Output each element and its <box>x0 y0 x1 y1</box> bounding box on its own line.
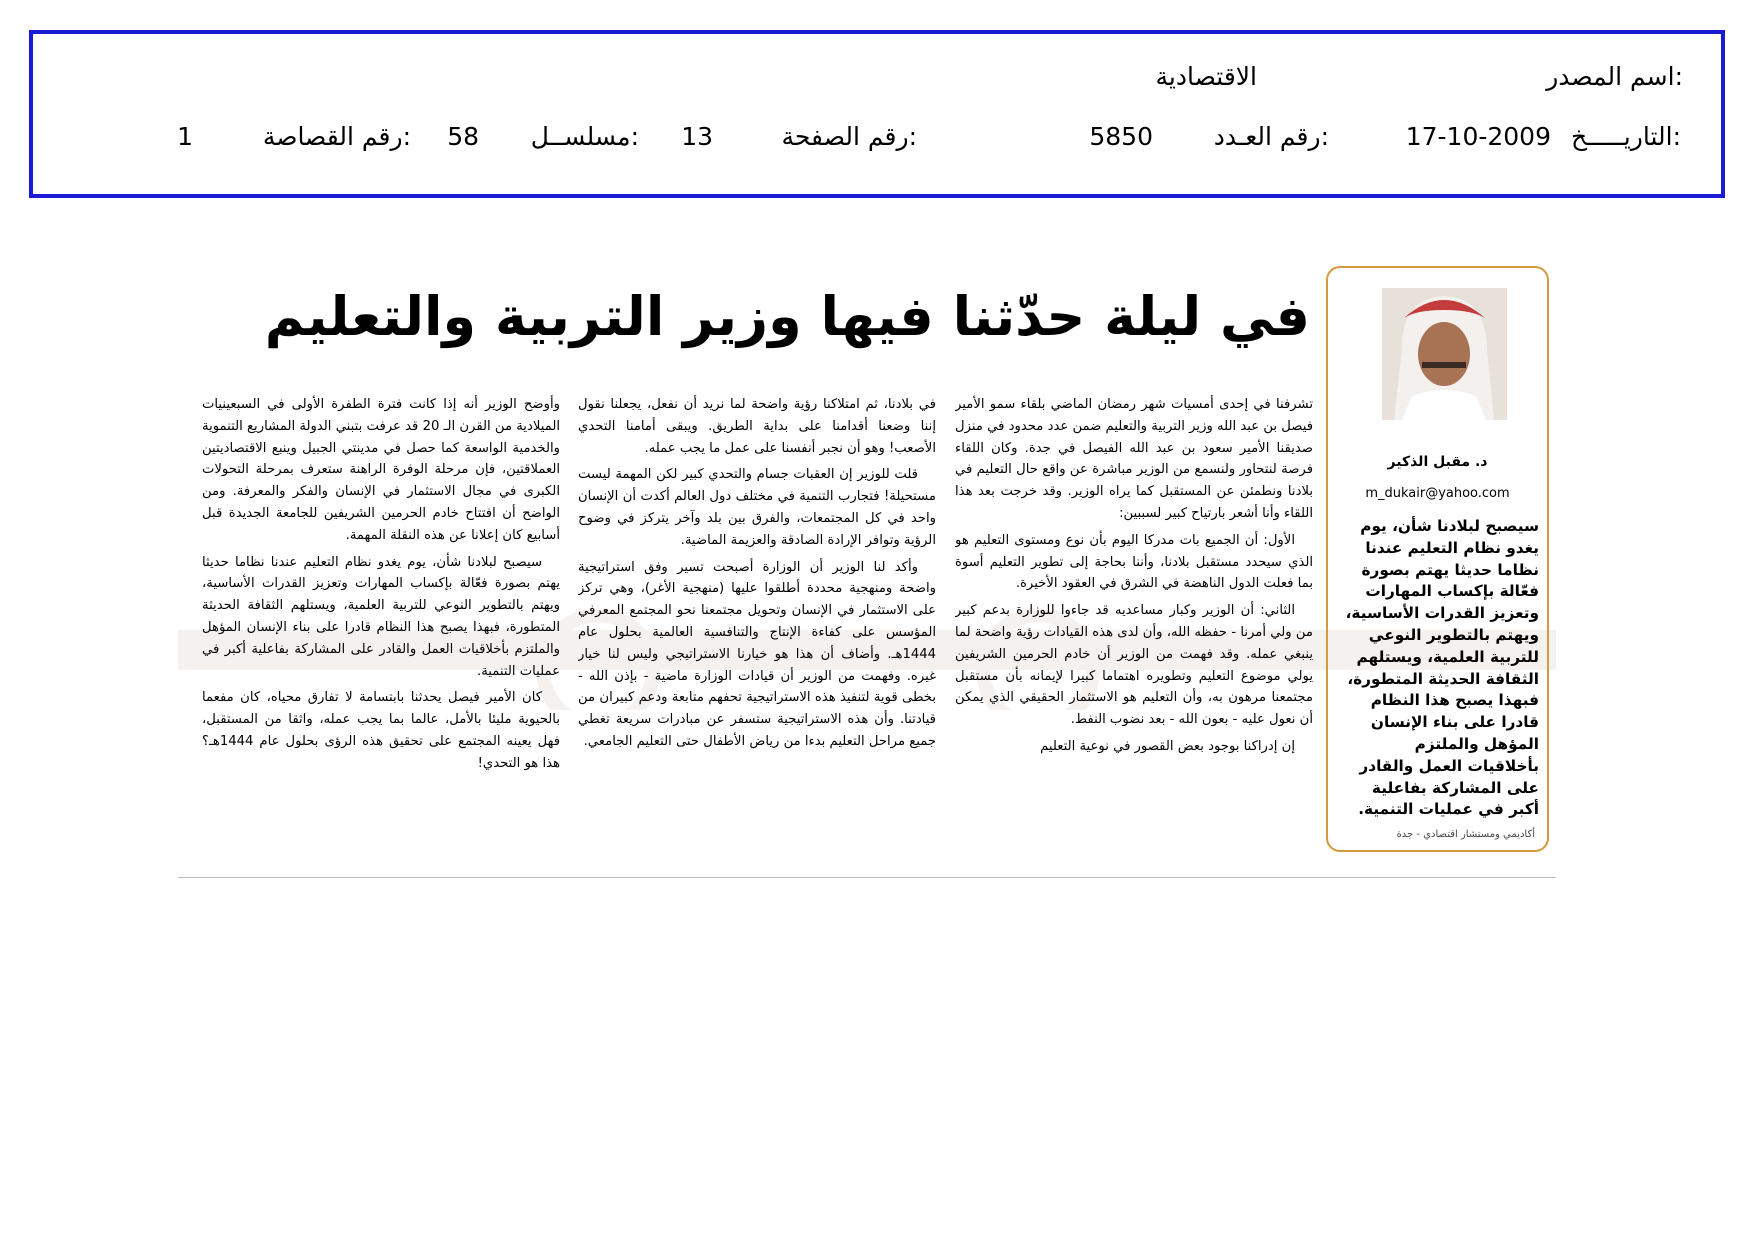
pull-quote: سيصبح لبلادنا شأن، يوم يغدو نظام التعليم عندنا نظاما حديثا يهتم بصورة فعّالة بإكساب المهارات وتعزيز القدرات الأساسية، ويهتم بالتطوير النوعي للتربية العلمية، ويستلهم الثقافة الحديثة المتطورة، فبهذا يصبح هذا النظام قادرا على بناء الإنسان المؤهل والملتزم بأخلاقيات العمل والقادر على المشاركة بفاعلية أكبر في عمليات التنمية. <box>1345 517 1539 819</box>
paragraph: في بلادنا، ثم امتلاكنا رؤية واضحة لما نريد أن نفعل، يجعلنا نقول إننا وضعنا أقدامنا على بداية الطريق. ويبقى أمامنا التحدي الأصعب! وهو أن نجبر أنفسنا على عمل ما يجب عمله. <box>578 397 936 456</box>
paragraph: إن إدراكنا بوجود بعض القصور في نوعية التعليم <box>1040 738 1295 754</box>
author-email: m_dukair@yahoo.com <box>1365 486 1510 501</box>
author-photo <box>1382 288 1507 420</box>
serial-label: مسلســل: <box>530 122 639 151</box>
author-caption: أكاديمي ومستشار اقتصادي - جدة <box>1396 829 1535 840</box>
paragraph: كان الأمير فيصل يحدثنا بابتسامة لا تفارق محياه، كان مفعما بالحيوية مليئا بالأمل، عالما بما يجب عمله، واثقا من المستقبل، فهل يعينه المجتمع على تحقيق هذه الرؤى بحلول عام 1444هـ؟ هذا هو التحدي! <box>202 690 560 771</box>
article-column-1 <box>955 394 1313 864</box>
paragraph: تشرفنا في إحدى أمسيات شهر رمضان الماضي بلقاء سمو الأمير فيصل بن عبد الله وزير التربية والتعليم ضمن عدد محدود في منزل صديقنا الأمير سعود بن عبد الله الفيصل في جدة. وكان اللقاء فرصة لنتحاور ولنسمع من الوزير مباشرة عن واقع حال التعليم في بلادنا ونطمئن عن المستقبل كما يراه الوزير. وقد خرجت بعد هذا اللقاء وأنا أشعر بارتياح كبير لسببين: <box>955 397 1313 521</box>
bottom-rule <box>178 877 1556 878</box>
clip-label: رقم القصاصة: <box>262 122 411 151</box>
date-value: 17-10-2009 <box>1405 122 1551 151</box>
paragraph: قلت للوزير إن العقبات جسام والتحدي كبير لكن المهمة ليست مستحيلة! فتجارب التنمية في مختلف دول العالم أكدت أن الإنسان واحد في كل المجتمعات، والفرق بين بلد وآخر يتركز في وضوح الرؤية وتوافر الإرادة الصادقة والعزيمة الماضية. <box>578 467 936 548</box>
article-column-2 <box>578 394 936 864</box>
page-label: رقم الصفحة: <box>781 122 917 151</box>
article-column-3 <box>202 394 560 864</box>
source-value: الاقتصادية <box>1155 62 1257 91</box>
issue-value: 5850 <box>1089 122 1153 151</box>
author-name: د. مقبل الذكير <box>1387 454 1488 470</box>
article-title: في ليلة حدّثنا فيها وزير التربية والتعليم <box>264 285 1310 348</box>
issue-label: رقم العـدد: <box>1213 122 1329 151</box>
serial-value: 58 <box>447 122 479 151</box>
paragraph: وأوضح الوزير أنه إذا كانت فترة الطفرة الأولى في السبعينيات الميلادية من القرن الـ 20 قد عرفت بتبني الدولة المشاريع التنموية والخدمية الواسعة كما حصل في مدينتي الجبيل وينبع الاقتصاديتين العملاقتين، فإن مرحلة الوفرة الراهنة ستعرف بمرحلة التحولات الكبرى في مجال الاستثمار في الإنسان والفكر والمعرفة. ومن الواضح أن افتتاح خادم الحرمين الشريفين للجامعة الجديدة قبل أسابيع كان إعلانا عن هذه النقلة المهمة. <box>202 397 560 543</box>
page-value: 13 <box>681 122 713 151</box>
paragraph: وأكد لنا الوزير أن الوزارة أصبحت تسير وفق استراتيجية واضحة ومنهجية محددة أطلقوا عليها (منهجية الأغر)، وهي تركز على الاستثمار في الإنسان وتحويل مجتمعنا نحو المجتمع المعرفي المؤسس على كفاءة الإنتاج والتنافسية العالمية بحلول عام 1444هـ. وأضاف أن هذا هو خيارنا الاستراتيجي وليس لنا خيار غيره. وفهمت من الوزير أن قيادات الوزارة ماضية - بإذن الله - بخطى قوية لتنفيذ هذه الاستراتيجية تحفهم متابعة ودعم كبيران من قيادتنا. وأن هذه الاستراتيجية ستسفر عن مبادرات سريعة تغطي جميع مراحل التعليم بدءا من رياض الأطفال حتى التعليم الجامعي. <box>578 559 936 749</box>
paragraph: سيصبح لبلادنا شأن، يوم يغدو نظام التعليم عندنا نظاما حديثا يهتم بصورة فعّالة بإكساب المهارات وتعزيز القدرات الأساسية، ويهتم بالتطوير النوعي للتربية العلمية، ويستلهم الثقافة الحديثة المتطورة، فبهذا يصبح هذا النظام قادرا على بناء الإنسان المؤهل والملتزم بأخلاقيات العمل والقادر على المشاركة بفاعلية أكبر في عمليات التنمية. <box>202 554 560 679</box>
author-sidebar <box>1326 266 1549 852</box>
date-label: التاريـــــخ: <box>1571 122 1681 151</box>
source-label: اسم المصدر: <box>1546 62 1683 91</box>
paragraph: الثاني: أن الوزير وكبار مساعديه قد جاءوا للوزارة بدعم كبير من ولي أمرنا - حفظه الله، وأن لدى هذه القيادات رؤية واضحة لما ينبغي عمله. وقد فهمت من الوزير أن خادم الحرمين الشريفين يولي موضوع التعليم وتطويره اهتماما كبيرا لإيمانه بأن مستقبل مجتمعنا مرهون به، وأن التعليم هو الاستثمار الحقيقي الذي يمكن أن نعول عليه - بعون الله - بعد نضوب النفط. <box>955 603 1313 728</box>
paragraph: الأول: أن الجميع بات مدركا اليوم بأن نوع ومستوى التعليم هو الذي سيحدد مستقبل بلادنا، وأننا بحاجة إلى تطوير التعليم أسوة بما فعلت الدول الناهضة في الشرق في العقود الأخيرة. <box>955 532 1313 592</box>
clipping-header <box>29 30 1725 198</box>
clip-value: 1 <box>177 122 193 151</box>
